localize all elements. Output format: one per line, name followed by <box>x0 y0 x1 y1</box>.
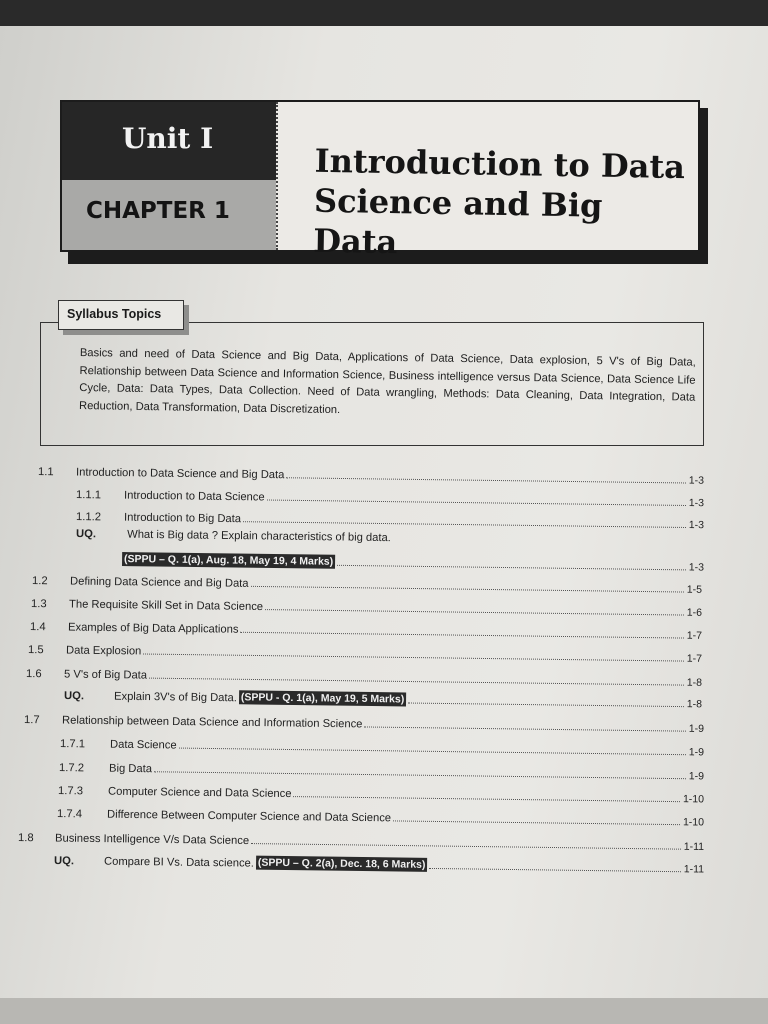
toc-page: 1-10 <box>682 793 705 806</box>
toc-number: 1.1.2 <box>76 511 102 524</box>
chapter-label: CHAPTER 1 <box>86 198 230 224</box>
toc-page: 1-11 <box>683 840 705 853</box>
toc-page: 1-3 <box>688 519 705 532</box>
toc-page: 1-3 <box>688 561 705 574</box>
uq-label: UQ. <box>54 855 75 868</box>
toc-number: 1.1 <box>38 466 54 479</box>
uq-label: UQ. <box>64 690 85 703</box>
page-bottom-edge <box>0 998 768 1024</box>
toc-leader <box>393 820 680 825</box>
toc-leader <box>408 703 684 708</box>
toc-number: 1.3 <box>31 598 47 611</box>
toc-title: Data Explosion <box>65 644 142 658</box>
toc-title: Data Science <box>109 738 177 752</box>
toc-title: Defining Data Science and Big Data <box>69 575 249 590</box>
toc-page: 1-7 <box>686 652 703 665</box>
toc-page: 1-8 <box>686 676 703 689</box>
toc-title: Introduction to Data Science <box>123 489 265 504</box>
toc-number: 1.4 <box>30 621 46 634</box>
toc-title: Computer Science and Data Science <box>107 785 292 801</box>
chapter-title-line-1: Introduction to Data <box>314 141 686 187</box>
sppu-reference-badge: (SPPU – Q. 2(a), Dec. 18, 6 Marks) <box>256 856 428 872</box>
toc-page: 1-7 <box>686 629 703 642</box>
chapter-block <box>62 180 276 250</box>
toc-title: Business Intelligence V/s Data Science <box>54 832 250 848</box>
toc-number: 1.7.2 <box>59 762 85 775</box>
toc-page: 1-9 <box>688 746 705 759</box>
chapter-title-line-2: Science and Big Data <box>312 181 603 262</box>
toc-title: Explain 3V's of Big Data. <box>113 690 237 705</box>
toc-page: 1-3 <box>688 497 705 510</box>
toc-leader <box>364 726 685 731</box>
syllabus-label: Syllabus Topics <box>67 307 162 321</box>
toc-page: 1-3 <box>688 474 705 487</box>
toc-title: Examples of Big Data Applications <box>67 621 239 636</box>
chapter-title <box>313 141 695 268</box>
syllabus-label-tab <box>58 300 184 330</box>
syllabus-text: Basics and need of Data Science and Big Data, Applications of Data Science, Data explosion, 5 V's of Big Data, Relationship between Data Science and Information Science, Business intelligence versus Data Science, Data Science Life Cycle, Data: Data Types, Data Collection. Need of Data wrangling, Methods: Data Cleaning, Data Integration, Data Reduction, Data Transformation, Data Discretization. <box>78 346 696 416</box>
toc-title: Big Data <box>108 762 153 776</box>
toc-title: The Requisite Skill Set in Data Science <box>68 598 264 614</box>
toc-number: 1.8 <box>18 832 34 845</box>
toc-title: Introduction to Data Science and Big Data <box>75 466 285 482</box>
toc-number: 1.2 <box>32 575 48 588</box>
toc-page: 1-8 <box>686 698 703 711</box>
sppu-reference-badge: (SPPU - Q. 1(a), May 19, 5 Marks) <box>239 690 407 706</box>
toc-title: 5 V's of Big Data <box>63 668 148 682</box>
toc-number: 1.7 <box>24 714 40 727</box>
toc-number: 1.7.3 <box>58 785 84 798</box>
header-divider <box>276 102 278 250</box>
toc-title: Introduction to Big Data <box>123 511 242 526</box>
toc-title: Compare BI Vs. Data science. <box>103 855 254 870</box>
toc-number: 1.1.1 <box>76 489 102 502</box>
toc-page: 1-9 <box>688 770 705 783</box>
toc-number: 1.7.1 <box>60 738 86 751</box>
unit-label: Unit I <box>122 122 214 155</box>
chapter-header <box>60 100 700 262</box>
toc-page: 1-11 <box>683 863 705 876</box>
toc-number: 1.6 <box>26 668 42 681</box>
toc-page: 1-9 <box>688 722 705 735</box>
uq-label: UQ. <box>76 528 97 541</box>
toc-title: Relationship between Data Science and Information Science <box>61 714 363 731</box>
toc-number: 1.5 <box>28 644 44 657</box>
unit-block <box>62 102 276 180</box>
toc-title: Difference Between Computer Science and Data Science <box>106 808 392 825</box>
toc-title: What is Big data ? Explain characteristics of big data. <box>127 528 391 545</box>
sppu-reference-badge: (SPPU – Q. 1(a), Aug. 18, May 19, 4 Marks) <box>122 552 335 569</box>
toc-number: 1.7.4 <box>57 808 83 821</box>
toc-page: 1-10 <box>682 816 705 829</box>
toc-leader <box>429 868 680 872</box>
toc-page: 1-6 <box>686 606 703 619</box>
toc-page: 1-5 <box>686 583 703 596</box>
